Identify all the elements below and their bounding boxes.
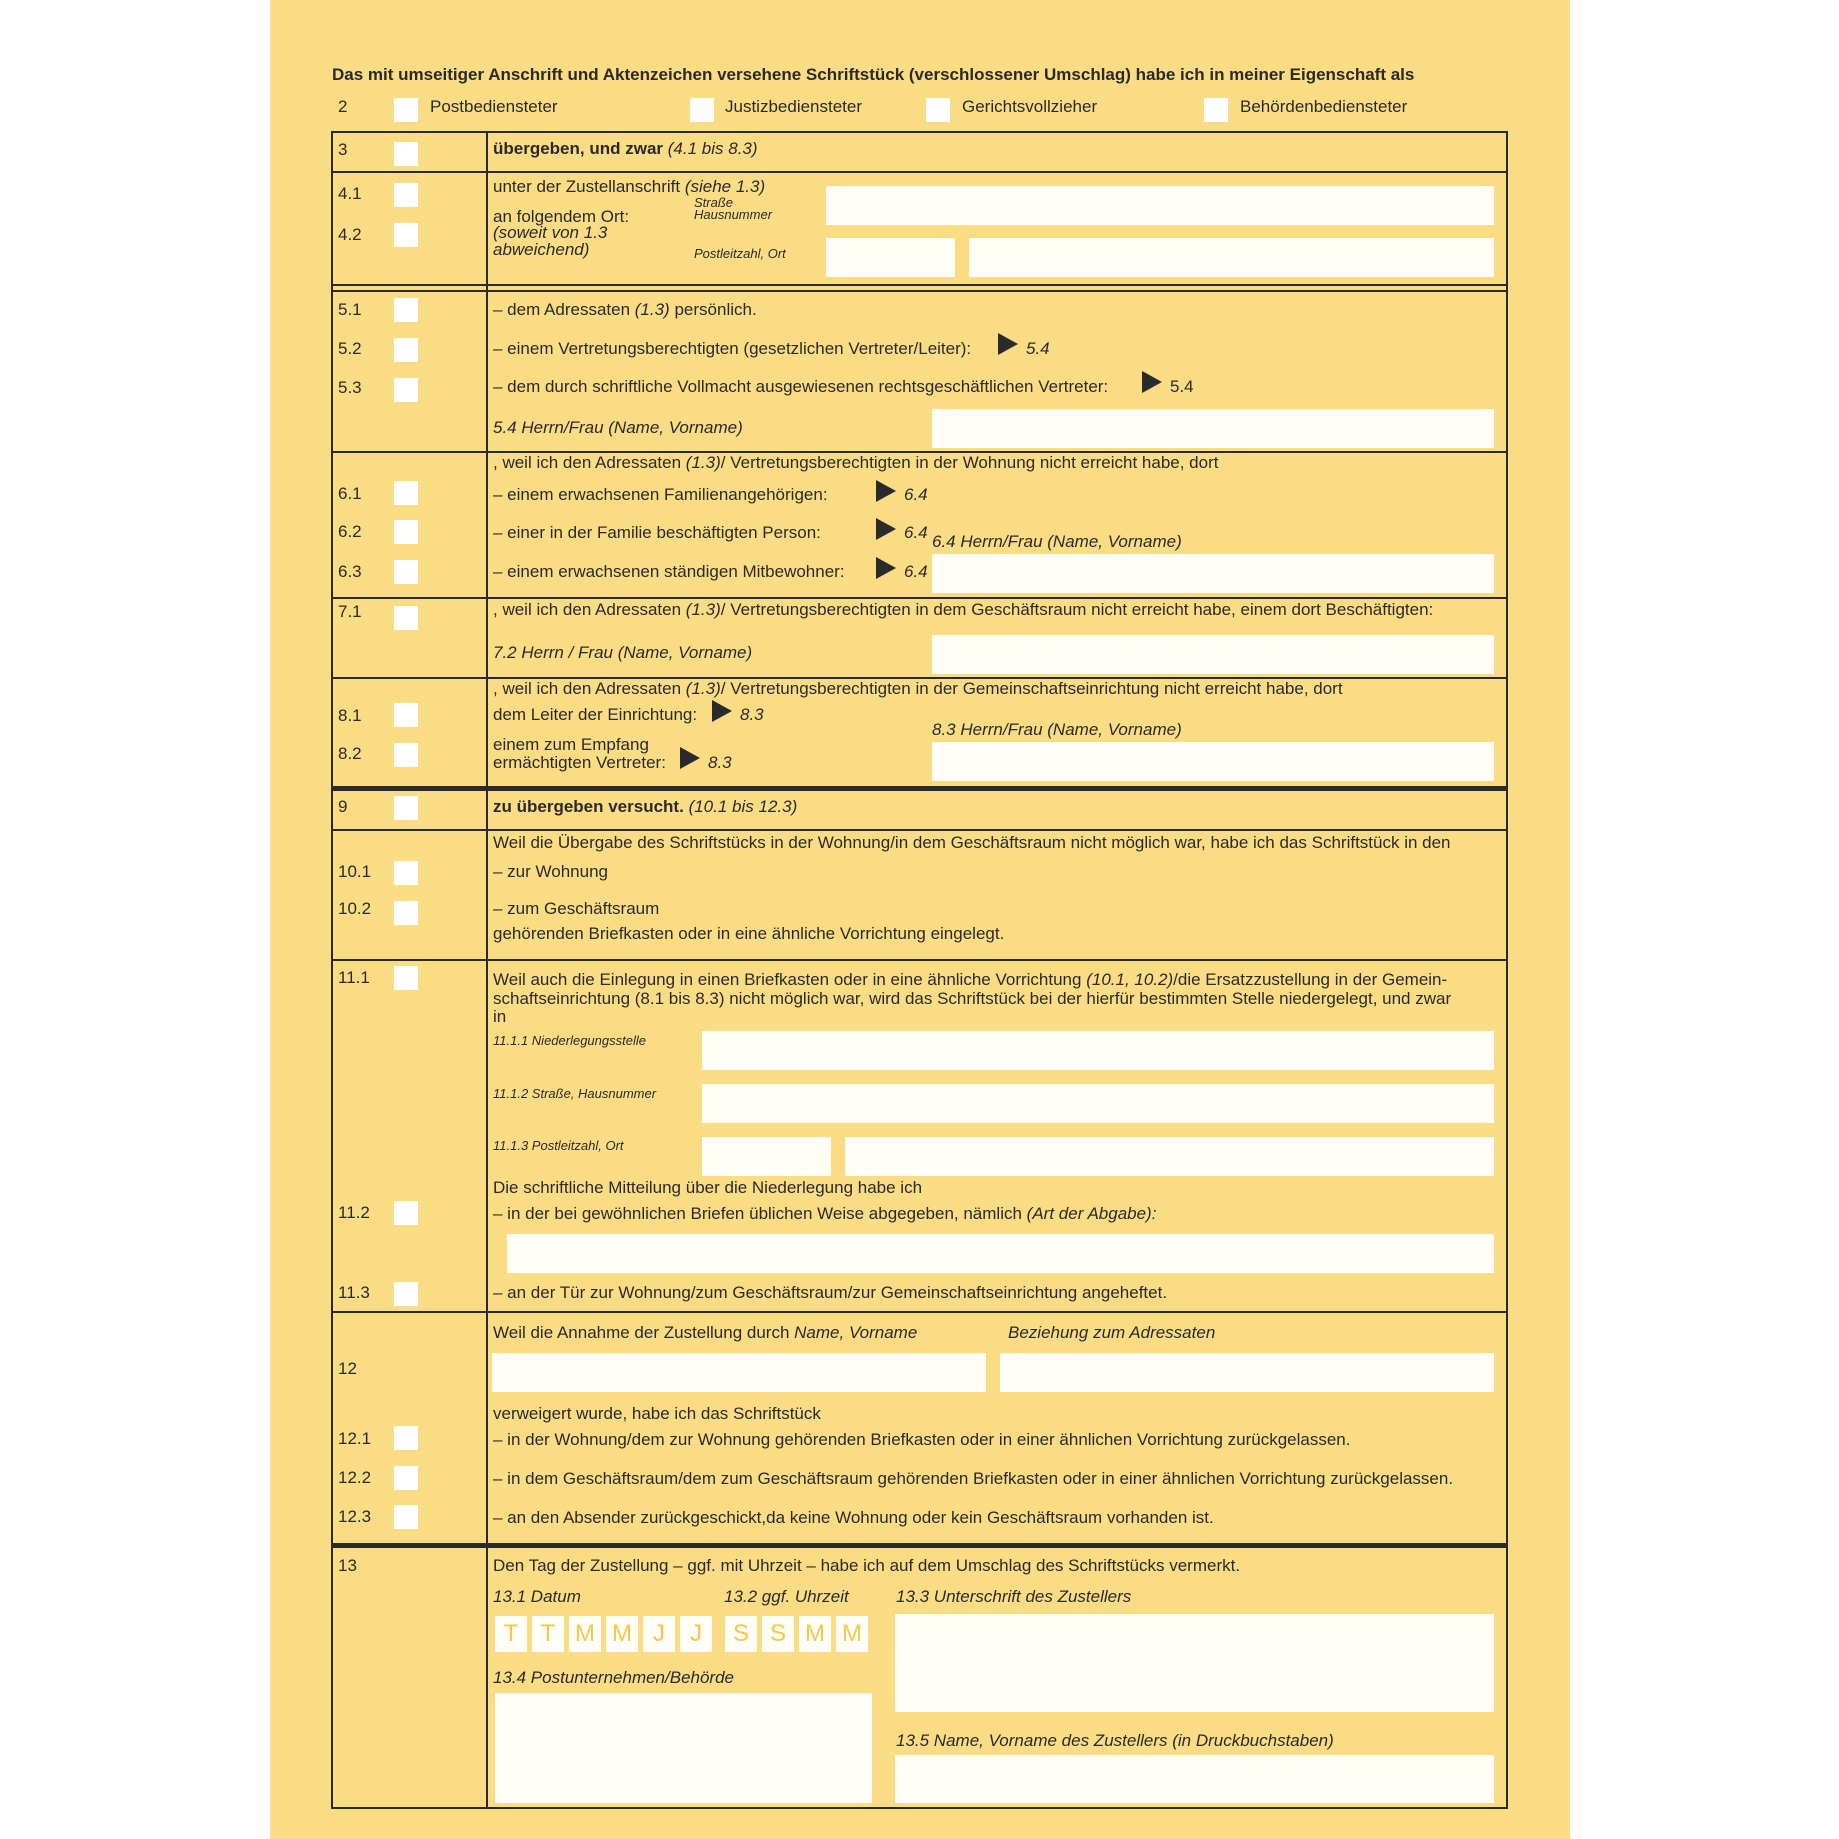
date-digit-box[interactable]: J — [680, 1616, 712, 1652]
postunternehmen-input[interactable] — [495, 1693, 872, 1803]
row-number: 6.1 — [338, 484, 362, 503]
sec6-l2: – einer in der Familie beschäftigten Person: — [493, 523, 821, 542]
checkbox-behoerdenbediensteter[interactable] — [1204, 98, 1228, 122]
time-digit-box[interactable]: S — [762, 1616, 794, 1652]
sec12-outro: verweigert wurde, habe ich das Schriftstück — [493, 1404, 821, 1423]
sec11-l3: in — [493, 1007, 507, 1026]
sec3-label: übergeben, und zwar — [493, 139, 664, 158]
sec6-l1: – einem erwachsenen Familienangehörigen: — [493, 485, 828, 504]
sec4-line1: unter der Zustellanschrift — [493, 177, 681, 196]
arrow-icon — [998, 333, 1018, 355]
date-digit-box[interactable]: J — [643, 1616, 675, 1652]
row-number: 7.1 — [338, 602, 362, 621]
checkbox-12-2[interactable] — [394, 1466, 418, 1490]
checkbox-9[interactable] — [394, 796, 418, 820]
role-label: Gerichtsvollzieher — [962, 97, 1098, 116]
deliverer-name-label: 13.5 Name, Vorname des Zustellers (in Druckbuchstaben) — [896, 1731, 1334, 1750]
table-divider — [331, 131, 1508, 133]
table-divider-thick — [331, 1543, 1508, 1548]
checkbox-10-1[interactable] — [394, 861, 418, 885]
table-right-border — [1506, 131, 1508, 1809]
sec8-name-label: 8.3 Herrn/Frau (Name, Vorname) — [932, 720, 1182, 739]
niederlegung-plz-input[interactable] — [702, 1137, 831, 1176]
sec11-113: – an der Tür zur Wohnung/zum Geschäftsraum/zur Gemeinschaftseinrichtung angeheftet. — [493, 1283, 1168, 1302]
deliverer-name-input[interactable] — [895, 1755, 1494, 1803]
row-number: 5.2 — [338, 339, 362, 358]
sec7-name-label: 7.2 Herrn / Frau (Name, Vorname) — [493, 643, 753, 662]
sec9-label: zu übergeben versucht. — [493, 797, 684, 816]
sec6-name-label: 6.4 Herrn/Frau (Name, Vorname) — [932, 532, 1182, 551]
row-number: 12.3 — [338, 1507, 372, 1526]
street-input[interactable] — [826, 186, 1494, 225]
housenumber-label: Hausnummer — [694, 207, 773, 222]
time-digit-box[interactable]: M — [799, 1616, 831, 1652]
row-number: 13 — [338, 1556, 357, 1575]
date-digit-box[interactable]: M — [606, 1616, 638, 1652]
sec6-intro-a: , weil ich den Adressaten — [493, 453, 682, 472]
plz-input[interactable] — [826, 238, 955, 277]
sec6-l3: – einem erwachsenen ständigen Mitbewohner: — [493, 562, 845, 581]
sec12-l-b: Name, Vorname — [794, 1323, 918, 1342]
sec11-mitteilung: Die schriftliche Mitteilung über die Niederlegung habe ich — [493, 1178, 923, 1197]
sec13-intro: Den Tag der Zustellung – ggf. mit Uhrzeit – habe ich auf dem Umschlag des Schriftstücks vermerkt. — [493, 1556, 1241, 1575]
sec11-l2: schaftseinrichtung (8.1 bis 8.3) nicht möglich war, wird das Schriftstück bei der hierfür bestimmten Stelle niedergelegt, und zwar — [493, 989, 1452, 1008]
niederlegung-city-input[interactable] — [845, 1137, 1494, 1176]
sec7-l-b: (1.3) — [685, 600, 721, 619]
table-divider-thick — [331, 786, 1508, 791]
sec11-f3-label: 11.1.3 Postleitzahl, Ort — [493, 1138, 624, 1153]
arrow-icon — [680, 747, 700, 769]
row-number: 12.1 — [338, 1429, 372, 1448]
sec10-outro: gehörenden Briefkasten oder in eine ähnliche Vorrichtung eingelegt. — [493, 924, 1005, 943]
row-number: 12 — [338, 1359, 357, 1378]
checkbox-postbediensteter[interactable] — [394, 98, 418, 122]
sec8-ref: 8.3 — [708, 753, 732, 772]
sec12-l1: – in der Wohnung/dem zur Wohnung gehörenden Briefkasten oder in einer ähnlichen Vorrichtung zurückgelassen. — [493, 1430, 1351, 1449]
sec8-ref: 8.3 — [740, 705, 764, 724]
row-number: 5.3 — [338, 378, 362, 397]
role-label: Justizbediensteter — [725, 97, 863, 116]
post-label: 13.4 Postunternehmen/Behörde — [493, 1668, 735, 1687]
date-digit-box[interactable]: T — [532, 1616, 564, 1652]
time-digit-box[interactable]: S — [725, 1616, 757, 1652]
checkbox-3[interactable] — [394, 142, 418, 166]
niederlegung-street-input[interactable] — [702, 1084, 1494, 1123]
table-divider — [331, 1311, 1508, 1313]
row-number: 10.2 — [338, 899, 372, 918]
checkbox-11-3[interactable] — [394, 1282, 418, 1306]
sec5-l1c: persönlich. — [674, 300, 757, 319]
arrow-icon — [712, 700, 732, 722]
table-bottom-border — [331, 1807, 1508, 1809]
row-number: 9 — [338, 797, 348, 816]
table-divider — [331, 829, 1508, 831]
row-number: 6.3 — [338, 562, 362, 581]
city-input[interactable] — [969, 238, 1494, 277]
sec5-l2-ref: 5.4 — [1026, 339, 1050, 358]
sec6-ref: 6.4 — [904, 523, 928, 542]
sec8-l1: dem Leiter der Einrichtung: — [493, 705, 698, 724]
checkbox-5-2[interactable] — [394, 338, 418, 362]
sec12-l2: – in dem Geschäftsraum/dem zum Geschäftsraum gehörenden Briefkasten oder in einer ähnlichen Vorrichtung zurückgelassen. — [493, 1469, 1454, 1488]
row-number: 8.1 — [338, 706, 362, 725]
table-divider — [331, 597, 1508, 599]
sec8-l2b: ermächtigten Vertreter: — [493, 753, 666, 772]
row-number: 6.2 — [338, 522, 362, 541]
sec10-l2: – zum Geschäftsraum — [493, 899, 660, 918]
form-page — [270, 0, 1570, 1839]
checkbox-8-1[interactable] — [394, 703, 418, 727]
sec4-line2: an folgendem Ort: — [493, 207, 630, 226]
checkbox-6-2[interactable] — [394, 520, 418, 544]
sec6-intro-b: (1.3) — [685, 453, 721, 472]
plz-label: Postleitzahl, Ort — [694, 246, 786, 261]
sec4-line1-ref: (siehe 1.3) — [684, 177, 766, 196]
sec3-ref: (4.1 bis 8.3) — [667, 139, 758, 158]
row-number: 10.1 — [338, 862, 372, 881]
sec12-l3: – an den Absender zurückgeschickt,da keine Wohnung oder kein Geschäftsraum vorhanden ist. — [493, 1508, 1214, 1527]
table-left-border — [331, 131, 333, 1809]
checkbox-6-1[interactable] — [394, 481, 418, 505]
sec8-name-input[interactable] — [932, 742, 1494, 781]
sec6-name-input[interactable] — [932, 554, 1494, 593]
refusal-relation-input[interactable] — [1000, 1353, 1494, 1392]
table-divider — [331, 171, 1508, 173]
sec10-l1: – zur Wohnung — [493, 862, 608, 881]
sec8-l-c: / Vertretungsberechtigten in der Gemeinschaftseinrichtung nicht erreicht habe, dort — [720, 679, 1343, 698]
checkbox-4-2[interactable] — [394, 223, 418, 247]
refusal-name-input[interactable] — [492, 1353, 986, 1392]
row-number: 11.1 — [338, 968, 370, 987]
checkbox-5-3[interactable] — [394, 378, 418, 402]
row-number: 8.2 — [338, 744, 362, 763]
sec6-ref: 6.4 — [904, 485, 928, 504]
sec6-intro-c: / Vertretungsberechtigten in der Wohnung nicht erreicht habe, dort — [720, 453, 1219, 472]
sec8-l-b: (1.3) — [685, 679, 721, 698]
sec11-f1-label: 11.1.1 Niederlegungsstelle — [493, 1033, 646, 1048]
sec5-l1a: – dem Adressaten — [493, 300, 631, 319]
street-label: Straße — [694, 195, 734, 210]
signature-input[interactable] — [895, 1614, 1494, 1712]
checkbox-11-1[interactable] — [394, 966, 418, 990]
checkbox-12-1[interactable] — [394, 1426, 418, 1450]
sec7-l-a: , weil ich den Adressaten — [493, 600, 682, 619]
row-number: 11.3 — [338, 1283, 370, 1302]
date-digit-box[interactable]: M — [569, 1616, 601, 1652]
sec8-l2a: einem zum Empfang — [493, 735, 649, 754]
sec5-l1b: (1.3) — [634, 300, 670, 319]
sec5-name-label: 5.4 Herrn/Frau (Name, Vorname) — [493, 418, 743, 437]
row-number: 4.1 — [338, 184, 362, 203]
arrow-icon — [876, 557, 896, 579]
niederlegungsstelle-input[interactable] — [702, 1031, 1494, 1070]
sec11-112b: (Art der Abgabe): — [1026, 1204, 1157, 1223]
signature-label: 13.3 Unterschrift des Zustellers — [896, 1587, 1132, 1606]
sec12-l-c: Beziehung zum Adressaten — [1008, 1323, 1216, 1342]
sec11-l1b: (10.1, 10.2) — [1086, 970, 1174, 989]
sec11-l1c: /die Ersatzzustellung in der Gemein- — [1173, 970, 1448, 989]
sec4-note1: (soweit von 1.3 — [493, 223, 608, 242]
checkbox-5-1[interactable] — [394, 298, 418, 322]
date-label: 13.1 Datum — [493, 1587, 581, 1606]
row-number: 2 — [338, 97, 348, 116]
sec11-f2-label: 11.1.2 Straße, Hausnummer — [493, 1086, 657, 1101]
checkbox-6-3[interactable] — [394, 560, 418, 584]
checkbox-8-2[interactable] — [394, 743, 418, 767]
checkbox-justizbediensteter[interactable] — [690, 98, 714, 122]
checkbox-10-2[interactable] — [394, 901, 418, 925]
arrow-icon — [876, 480, 896, 502]
role-label: Postbediensteter — [430, 97, 558, 116]
sec11-l1a: Weil auch die Einlegung in einen Briefkasten oder in eine ähnliche Vorrichtung — [493, 970, 1082, 989]
role-label: Behördenbediensteter — [1240, 97, 1408, 116]
sec6-ref: 6.4 — [904, 562, 928, 581]
checkbox-11-2[interactable] — [394, 1201, 418, 1225]
checkbox-12-3[interactable] — [394, 1505, 418, 1529]
sec5-l3: – dem durch schriftliche Vollmacht ausgewiesenen rechtsgeschäftlichen Vertreter: — [493, 377, 1109, 396]
sec7-name-input[interactable] — [932, 635, 1494, 674]
row-number: 3 — [338, 140, 348, 159]
sec10-intro: Weil die Übergabe des Schriftstücks in der Wohnung/in dem Geschäftsraum nicht möglich war, habe ich das Schriftstück in den — [493, 833, 1451, 852]
table-divider — [331, 290, 1508, 292]
sec5-l3-ref: 5.4 — [1170, 377, 1194, 396]
sec5-name-input[interactable] — [932, 409, 1494, 448]
table-divider — [331, 959, 1508, 961]
art-der-abgabe-input[interactable] — [507, 1234, 1494, 1273]
sec11-112a: – in der bei gewöhnlichen Briefen üblichen Weise abgegeben, nämlich — [493, 1204, 1022, 1223]
checkbox-7-1[interactable] — [394, 606, 418, 630]
time-label: 13.2 ggf. Uhrzeit — [724, 1587, 849, 1606]
sec8-l-a: , weil ich den Adressaten — [493, 679, 682, 698]
row-number: 5.1 — [338, 300, 362, 319]
row-number: 11.2 — [338, 1203, 370, 1222]
sec5-l2: – einem Vertretungsberechtigten (gesetzlichen Vertreter/Leiter): — [493, 339, 972, 358]
arrow-icon — [1142, 371, 1162, 393]
time-digit-box[interactable]: M — [836, 1616, 868, 1652]
checkbox-4-1[interactable] — [394, 183, 418, 207]
checkbox-gerichtsvollzieher[interactable] — [926, 98, 950, 122]
table-divider — [331, 284, 1508, 286]
date-digit-box[interactable]: T — [495, 1616, 527, 1652]
sec7-l-c: / Vertretungsberechtigten in dem Geschäftsraum nicht erreicht habe, einem dort Beschäftigten: — [720, 600, 1434, 619]
arrow-icon — [876, 518, 896, 540]
sec9-ref: (10.1 bis 12.3) — [688, 797, 798, 816]
sec4-note2: abweichend) — [493, 240, 590, 259]
row-number: 4.2 — [338, 225, 362, 244]
table-column-divider — [486, 131, 488, 1809]
intro-text: Das mit umseitiger Anschrift und Aktenzeichen versehene Schriftstück (verschlossener Umschlag) habe ich in meiner Eigenschaft als — [332, 65, 1415, 84]
row-number: 12.2 — [338, 1468, 372, 1487]
sec12-l-a: Weil die Annahme der Zustellung durch — [493, 1323, 790, 1342]
